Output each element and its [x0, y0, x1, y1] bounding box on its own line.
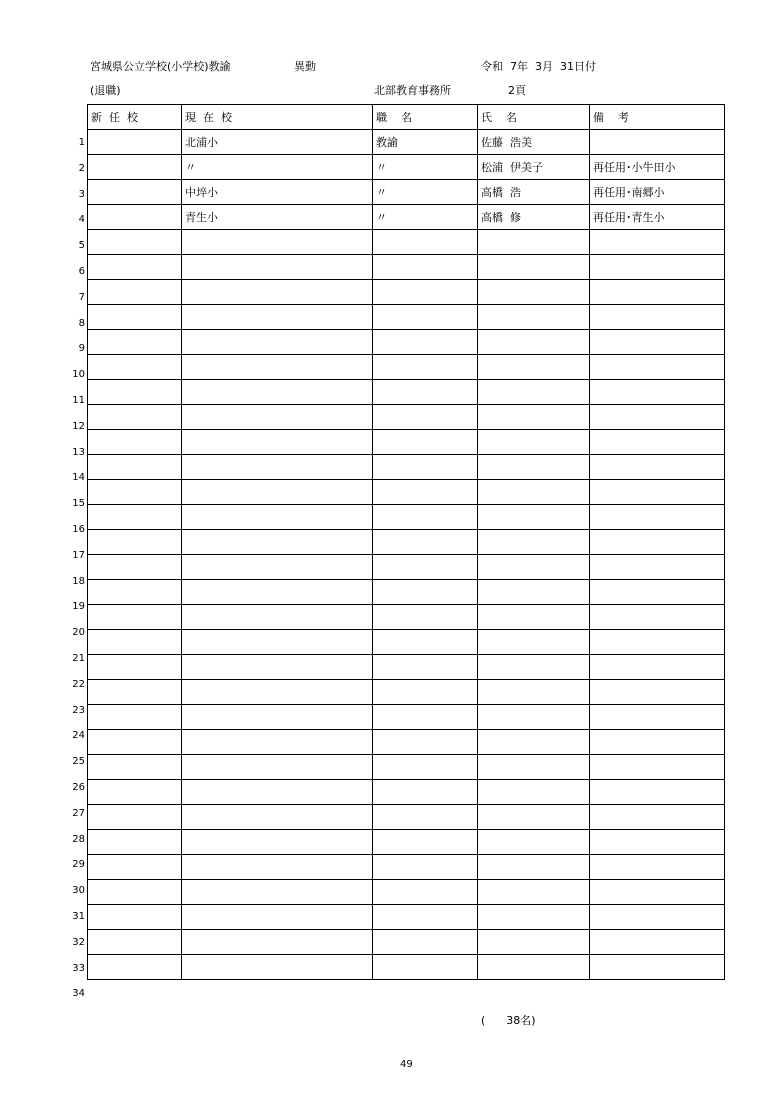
cell-name: 松浦 伊美子 — [478, 155, 590, 180]
cell-new-school — [88, 855, 182, 880]
cell-name: 高橋 修 — [478, 205, 590, 230]
cell-current-school — [182, 255, 373, 280]
cell-new-school — [88, 955, 182, 980]
row-number: 24 — [72, 730, 85, 742]
row-number: 29 — [72, 859, 85, 871]
cell-current-school — [182, 730, 373, 755]
cell-current-school — [182, 855, 373, 880]
row-number: 12 — [72, 420, 85, 432]
table-row — [88, 505, 725, 530]
cell-current-school — [182, 305, 373, 330]
table-row — [88, 330, 725, 355]
cell-new-school — [88, 130, 182, 155]
cell-new-school — [88, 230, 182, 255]
cell-name — [478, 555, 590, 580]
cell-remarks — [590, 330, 725, 355]
cell-remarks — [590, 755, 725, 780]
cell-name — [478, 580, 590, 605]
cell-name — [478, 755, 590, 780]
row-number: 19 — [72, 601, 85, 613]
cell-name — [478, 405, 590, 430]
cell-remarks — [590, 805, 725, 830]
cell-current-school — [182, 455, 373, 480]
cell-new-school — [88, 705, 182, 730]
subcategory-label: (退職) — [90, 84, 121, 97]
table-row — [88, 305, 725, 330]
cell-position — [373, 355, 478, 380]
cell-new-school — [88, 355, 182, 380]
total-count: ( 38名) — [481, 1014, 536, 1027]
cell-name — [478, 705, 590, 730]
table-row — [88, 730, 725, 755]
column-header-position: 職 名 — [373, 105, 478, 130]
cell-current-school — [182, 230, 373, 255]
cell-remarks — [590, 130, 725, 155]
cell-current-school — [182, 480, 373, 505]
cell-current-school — [182, 555, 373, 580]
cell-name — [478, 505, 590, 530]
table-row — [88, 655, 725, 680]
cell-remarks — [590, 305, 725, 330]
row-number: 27 — [72, 807, 85, 819]
cell-position — [373, 380, 478, 405]
roster-table — [87, 104, 725, 980]
row-number: 18 — [72, 575, 85, 587]
cell-current-school — [182, 880, 373, 905]
cell-new-school — [88, 430, 182, 455]
row-number: 22 — [72, 678, 85, 690]
row-number: 26 — [72, 781, 85, 793]
cell-current-school — [182, 355, 373, 380]
cell-position: 〃 — [373, 155, 478, 180]
row-number: 28 — [72, 833, 85, 845]
cell-remarks — [590, 480, 725, 505]
cell-position — [373, 330, 478, 355]
row-number: 17 — [72, 549, 85, 561]
cell-name — [478, 455, 590, 480]
cell-position — [373, 705, 478, 730]
cell-position — [373, 455, 478, 480]
cell-new-school — [88, 330, 182, 355]
cell-name — [478, 680, 590, 705]
row-number: 16 — [72, 523, 85, 535]
cell-new-school — [88, 405, 182, 430]
cell-position — [373, 530, 478, 555]
cell-position — [373, 830, 478, 855]
cell-remarks — [590, 830, 725, 855]
cell-remarks — [590, 280, 725, 305]
cell-position — [373, 930, 478, 955]
row-number: 33 — [72, 962, 85, 974]
cell-current-school — [182, 680, 373, 705]
cell-current-school — [182, 705, 373, 730]
cell-current-school — [182, 930, 373, 955]
row-number: 2 — [78, 162, 85, 174]
cell-name — [478, 255, 590, 280]
cell-new-school — [88, 905, 182, 930]
cell-current-school — [182, 805, 373, 830]
page-number: 49 — [400, 1059, 413, 1070]
cell-name — [478, 880, 590, 905]
cell-position — [373, 580, 478, 605]
cell-name — [478, 855, 590, 880]
row-number: 30 — [72, 885, 85, 897]
cell-new-school — [88, 605, 182, 630]
table-row — [88, 230, 725, 255]
cell-remarks — [590, 905, 725, 930]
row-number: 1 — [78, 137, 85, 148]
cell-new-school — [88, 455, 182, 480]
table-row — [88, 630, 725, 655]
cell-new-school — [88, 205, 182, 230]
cell-current-school — [182, 280, 373, 305]
table-row — [88, 530, 725, 555]
table-row — [88, 805, 725, 830]
cell-position — [373, 755, 478, 780]
column-header-name: 氏 名 — [478, 105, 590, 130]
cell-new-school — [88, 755, 182, 780]
cell-position — [373, 430, 478, 455]
table-row — [88, 255, 725, 280]
cell-current-school — [182, 780, 373, 805]
cell-remarks — [590, 555, 725, 580]
column-header-new-school: 新 任 校 — [88, 105, 182, 130]
cell-current-school — [182, 380, 373, 405]
table-row — [88, 405, 725, 430]
cell-new-school — [88, 180, 182, 205]
date-label: 令和 7年 3月 31日付 — [481, 60, 596, 73]
cell-name — [478, 530, 590, 555]
cell-position — [373, 630, 478, 655]
cell-position — [373, 305, 478, 330]
cell-position — [373, 730, 478, 755]
row-number: 7 — [78, 291, 85, 303]
cell-remarks — [590, 705, 725, 730]
row-number: 23 — [72, 704, 85, 716]
row-number: 3 — [78, 188, 85, 200]
table-row — [88, 205, 725, 230]
cell-remarks — [590, 880, 725, 905]
column-header-remarks: 備 考 — [590, 105, 725, 130]
cell-position — [373, 655, 478, 680]
cell-name — [478, 805, 590, 830]
cell-remarks: 再任用･南郷小 — [590, 180, 725, 205]
cell-new-school — [88, 305, 182, 330]
table-row — [88, 430, 725, 455]
cell-new-school — [88, 630, 182, 655]
row-number: 13 — [72, 446, 85, 458]
cell-name — [478, 955, 590, 980]
cell-position — [373, 855, 478, 880]
cell-current-school — [182, 830, 373, 855]
cell-position — [373, 680, 478, 705]
cell-name — [478, 630, 590, 655]
table-row — [88, 180, 725, 205]
row-number: 31 — [72, 910, 85, 922]
cell-new-school — [88, 380, 182, 405]
cell-name — [478, 430, 590, 455]
cell-name — [478, 355, 590, 380]
cell-remarks — [590, 780, 725, 805]
cell-name — [478, 655, 590, 680]
cell-remarks — [590, 455, 725, 480]
row-number: 15 — [72, 498, 85, 510]
table-row — [88, 705, 725, 730]
table-row — [88, 130, 725, 155]
cell-new-school — [88, 505, 182, 530]
cell-current-school: 北浦小 — [182, 130, 373, 155]
cell-remarks — [590, 855, 725, 880]
row-number: 4 — [78, 214, 85, 226]
table-row — [88, 155, 725, 180]
cell-new-school — [88, 805, 182, 830]
cell-position — [373, 555, 478, 580]
cell-name — [478, 605, 590, 630]
row-number-column — [60, 130, 85, 1007]
table-row — [88, 380, 725, 405]
document-title: 宮城県公立学校(小学校)教諭 — [90, 60, 231, 73]
cell-position: 〃 — [373, 205, 478, 230]
cell-current-school — [182, 630, 373, 655]
cell-name — [478, 305, 590, 330]
cell-current-school — [182, 580, 373, 605]
cell-name — [478, 330, 590, 355]
row-number: 20 — [72, 627, 85, 639]
cell-current-school — [182, 430, 373, 455]
row-number: 11 — [72, 394, 85, 406]
cell-remarks — [590, 930, 725, 955]
cell-name — [478, 930, 590, 955]
cell-position — [373, 805, 478, 830]
cell-new-school — [88, 680, 182, 705]
cell-current-school — [182, 530, 373, 555]
table-row — [88, 880, 725, 905]
cell-remarks — [590, 655, 725, 680]
table-row — [88, 580, 725, 605]
cell-remarks — [590, 530, 725, 555]
cell-new-school — [88, 555, 182, 580]
cell-position: 〃 — [373, 180, 478, 205]
table-header-row — [88, 105, 725, 130]
table-row — [88, 755, 725, 780]
cell-position: 教諭 — [373, 130, 478, 155]
cell-name — [478, 280, 590, 305]
cell-remarks — [590, 630, 725, 655]
cell-name: 高橋 浩 — [478, 180, 590, 205]
cell-current-school: 中埣小 — [182, 180, 373, 205]
cell-name — [478, 380, 590, 405]
cell-position — [373, 505, 478, 530]
office-label: 北部教育事務所 — [374, 84, 451, 97]
cell-new-school — [88, 255, 182, 280]
cell-new-school — [88, 930, 182, 955]
cell-current-school — [182, 905, 373, 930]
cell-current-school: 青生小 — [182, 205, 373, 230]
row-number: 9 — [78, 343, 85, 355]
cell-new-school — [88, 580, 182, 605]
cell-position — [373, 905, 478, 930]
cell-position — [373, 605, 478, 630]
row-number: 6 — [78, 265, 85, 277]
cell-name: 佐藤 浩美 — [478, 130, 590, 155]
cell-remarks — [590, 430, 725, 455]
cell-remarks — [590, 505, 725, 530]
cell-name — [478, 730, 590, 755]
cell-new-school — [88, 880, 182, 905]
row-number: 8 — [78, 317, 85, 329]
category-label: 異動 — [294, 60, 316, 73]
row-number: 25 — [72, 756, 85, 768]
cell-new-school — [88, 830, 182, 855]
cell-current-school — [182, 405, 373, 430]
cell-position — [373, 255, 478, 280]
table-row — [88, 480, 725, 505]
table-row — [88, 555, 725, 580]
cell-name — [478, 480, 590, 505]
cell-position — [373, 955, 478, 980]
cell-position — [373, 230, 478, 255]
cell-position — [373, 880, 478, 905]
row-number: 5 — [78, 240, 85, 252]
cell-name — [478, 905, 590, 930]
cell-current-school: 〃 — [182, 155, 373, 180]
cell-position — [373, 405, 478, 430]
column-header-current-school: 現 在 校 — [182, 105, 373, 130]
cell-position — [373, 480, 478, 505]
cell-new-school — [88, 780, 182, 805]
cell-new-school — [88, 155, 182, 180]
table-row — [88, 280, 725, 305]
table-row — [88, 930, 725, 955]
cell-remarks — [590, 255, 725, 280]
cell-remarks — [590, 405, 725, 430]
cell-remarks — [590, 680, 725, 705]
cell-remarks — [590, 355, 725, 380]
row-number: 21 — [72, 652, 85, 664]
cell-current-school — [182, 330, 373, 355]
table-row — [88, 605, 725, 630]
cell-new-school — [88, 480, 182, 505]
page-label: 2頁 — [508, 84, 526, 97]
table-row — [88, 855, 725, 880]
row-number: 10 — [72, 369, 85, 381]
row-number: 14 — [72, 472, 85, 484]
cell-new-school — [88, 280, 182, 305]
cell-current-school — [182, 755, 373, 780]
table-row — [88, 455, 725, 480]
cell-new-school — [88, 655, 182, 680]
row-number: 32 — [72, 936, 85, 948]
cell-remarks — [590, 605, 725, 630]
cell-new-school — [88, 530, 182, 555]
cell-remarks — [590, 230, 725, 255]
row-number: 34 — [72, 988, 85, 1000]
table-row — [88, 830, 725, 855]
cell-remarks — [590, 580, 725, 605]
cell-position — [373, 780, 478, 805]
cell-remarks — [590, 380, 725, 405]
cell-remarks — [590, 955, 725, 980]
cell-remarks — [590, 730, 725, 755]
cell-name — [478, 780, 590, 805]
table-row — [88, 905, 725, 930]
table-row — [88, 955, 725, 980]
cell-current-school — [182, 655, 373, 680]
cell-current-school — [182, 505, 373, 530]
cell-current-school — [182, 955, 373, 980]
table-row — [88, 355, 725, 380]
table-row — [88, 780, 725, 805]
table-row — [88, 680, 725, 705]
cell-name — [478, 230, 590, 255]
cell-new-school — [88, 730, 182, 755]
cell-current-school — [182, 605, 373, 630]
cell-remarks: 再任用･青生小 — [590, 205, 725, 230]
cell-position — [373, 280, 478, 305]
cell-name — [478, 830, 590, 855]
cell-remarks: 再任用･小牛田小 — [590, 155, 725, 180]
